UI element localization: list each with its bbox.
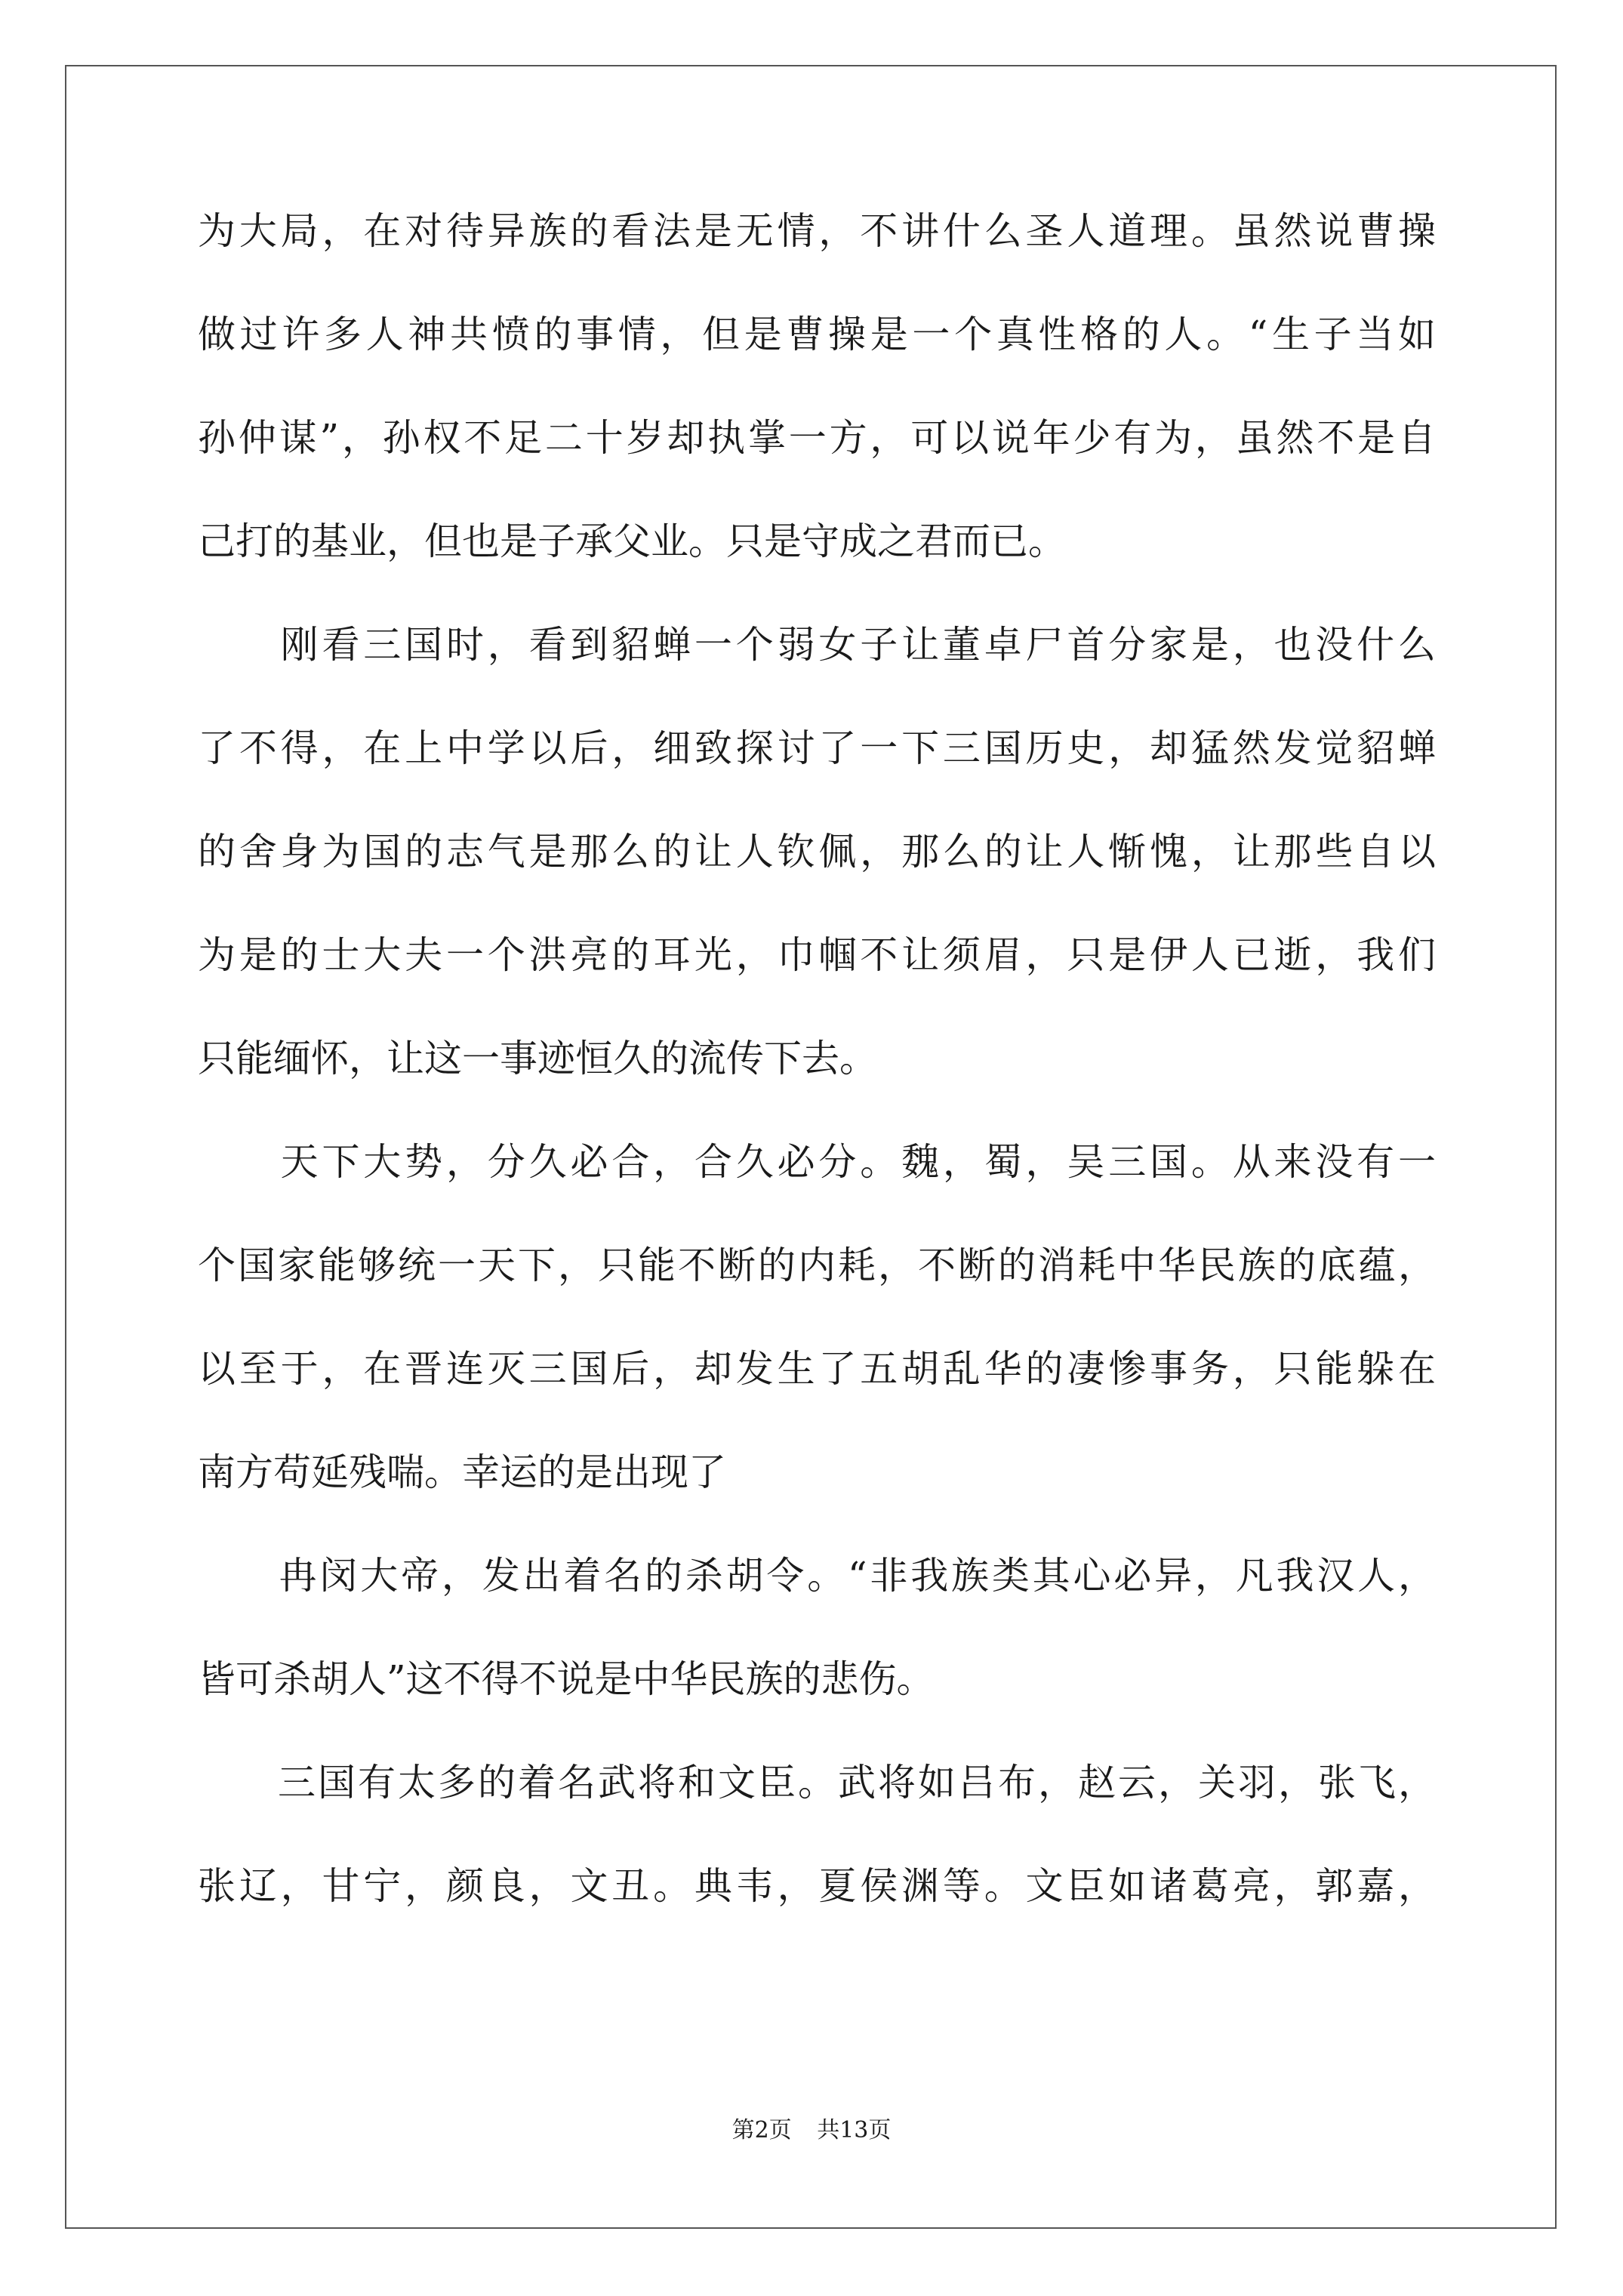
text-line: 了不得，在上中学以后，细致探讨了一下三国历史，却猛然发觉貂蝉 [198,726,1436,770]
page-number-current: 第2页 [731,2117,792,2143]
text-line: 张辽，甘宁，颜良，文丑。典韦，夏侯渊等。文臣如诸葛亮，郭嘉， [198,1864,1436,1908]
text-line: 个国家能够统一天下，只能不断的内耗，不断的消耗中华民族的底蕴， [198,1244,1436,1287]
page-number-total: 共13页 [817,2117,892,2143]
text-line: 天下大势，分久必合，合久必分。魏，蜀，吴三国。从来没有一 [198,1140,1436,1184]
text-line: 做过许多人神共愤的事情，但是曹操是一个真性格的人。“生子当如 [198,313,1436,356]
text-line: 为大局，在对待异族的看法是无情，不讲什么圣人道理。虽然说曹操 [198,209,1436,253]
text-line: 南方苟延残喘。幸运的是出现了 [198,1450,726,1494]
text-line: 刚看三国时，看到貂蝉一个弱女子让董卓尸首分家是，也没什么 [198,623,1436,667]
text-line: 只能缅怀，让这一事迹恒久的流传下去。 [198,1037,877,1080]
text-line: 为是的士大夫一个洪亮的耳光，巾帼不让须眉，只是伊人已逝，我们 [198,933,1436,977]
page-footer [0,2111,1623,2144]
text-line: 的舍身为国的志气是那么的让人钦佩，那么的让人惭愧，让那些自以 [198,830,1436,874]
text-line: 己打的基业，但也是子承父业。只是守成之君而已。 [198,519,1066,563]
text-line: 以至于，在晋连灭三国后，却发生了五胡乱华的凄惨事务，只能躲在 [198,1347,1436,1391]
text-line: 冉闵大帝，发出着名的杀胡令。“非我族类其心必异，凡我汉人， [198,1554,1436,1598]
text-line: 三国有太多的着名武将和文臣。武将如吕布，赵云，关羽，张飞， [198,1761,1436,1804]
text-line: 皆可杀胡人”这不得不说是中华民族的悲伤。 [198,1657,935,1701]
text-line: 孙仲谋”，孙权不足二十岁却执掌一方，可以说年少有为，虽然不是自 [198,416,1436,460]
